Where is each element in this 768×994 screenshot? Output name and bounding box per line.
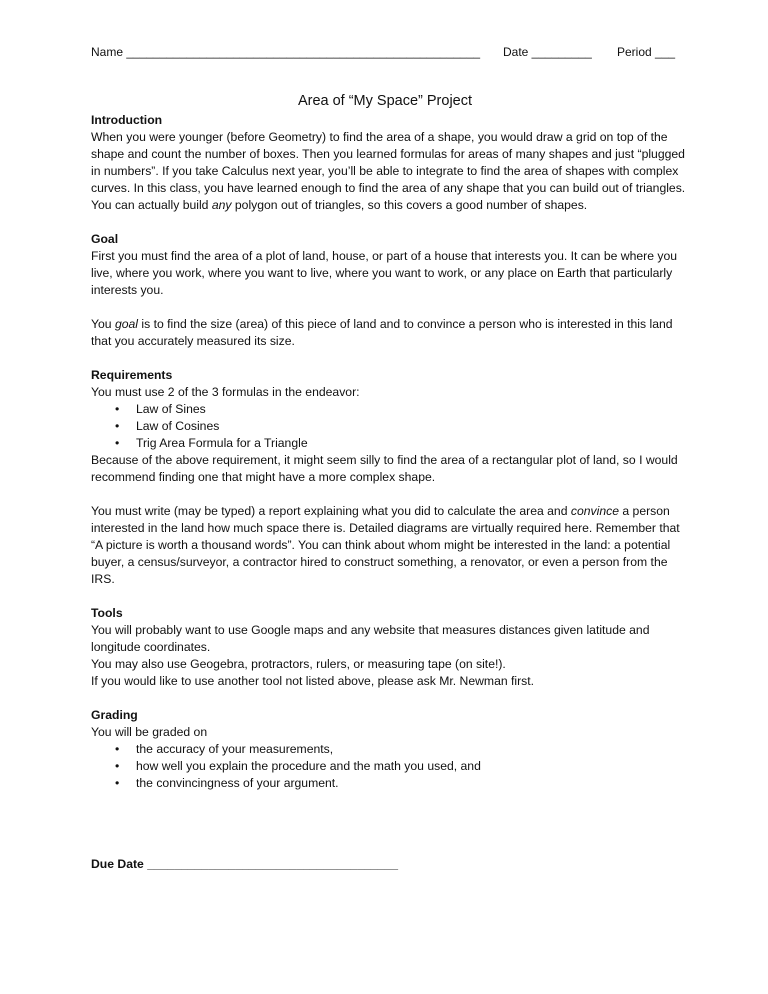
grading-lead: You will be graded on [91,725,208,739]
grading-list [91,741,691,792]
list-item: • how well you explain the procedure and the math you used, and [91,758,691,775]
grading-section [91,707,691,792]
requirements-note: Because of the above requirement, it might seem silly to find the area of a rectangular plot of land, so I would recommend finding one that might have a more complex shape. [91,453,678,484]
tools-line-1: You will probably want to use Google maps and any website that measures distances given latitude and longitude coordinates. [91,623,650,654]
requirements-section [91,367,691,486]
period-field: Period ___ [617,45,676,59]
worksheet-page [91,44,691,871]
introduction-heading: Introduction [91,113,163,127]
list-item: • the convincingness of your argument. [91,775,691,792]
goal-paragraph-2: You goal is to find the size (area) of this piece of land and to convince a person who is interested in this land that you accurately measured its size. [91,317,673,348]
list-item: • Law of Cosines [91,418,691,435]
list-item: • the accuracy of your measurements, [91,741,691,758]
goal-section [91,231,691,299]
introduction-text: When you were younger (before Geometry) to find the area of a shape, you would draw a grid on top of the shape and count the number of boxes. Then you learned formulas for areas of many shapes and just “plugged in numbers”. If you take Calculus next year, you’ll be able to integrate to find the area of shapes with complex curves. In this class, you have learned enough to find the area of any shape that you can build out of triangles. You can actually build any polygon out of triangles, so this covers a good number of shapes. [91,130,686,212]
report-paragraph: You must write (may be typed) a report explaining what you did to calculate the area and convince a person interested in the land how much space there is. Detailed diagrams are virtually required here. Remember that “A picture is worth a thousand words”. You can think about whom might be interested in the land: a potential buyer, a census/surveyor, a contractor hired to construct something, a renovator, or even a person from the IRS. [91,504,680,586]
tools-line-2: You may also use Geogebra, protractors, rulers, or measuring tape (on site!). [91,657,506,671]
list-item: • Trig Area Formula for a Triangle [91,435,691,452]
tools-section [91,605,691,690]
requirements-lead: You must use 2 of the 3 formulas in the endeavor: [91,385,360,399]
goal-paragraph-2-block [91,316,691,350]
requirements-heading: Requirements [91,368,173,382]
grading-heading: Grading [91,708,138,722]
tools-line-3: If you would like to use another tool not listed above, please ask Mr. Newman first. [91,674,535,688]
list-item: • Law of Sines [91,401,691,418]
date-field: Date _________ [503,45,592,59]
report-block [91,503,691,588]
page-title: Area of “My Space” Project [297,93,473,109]
document-body [91,112,691,809]
introduction-section [91,112,691,214]
requirements-list [91,401,691,452]
goal-paragraph-1: First you must find the area of a plot of land, house, or part of a house that interests you. It can be where you live, where you work, where you want to live, where you want to work, or any place on Earth that particularly interests you. [91,249,678,297]
goal-heading: Goal [91,232,119,246]
name-field: Name _____________________________________________________ [91,45,481,59]
header-row [91,44,691,62]
due-date-field: Due Date _____________________________________ [91,857,399,871]
tools-heading: Tools [91,606,123,620]
